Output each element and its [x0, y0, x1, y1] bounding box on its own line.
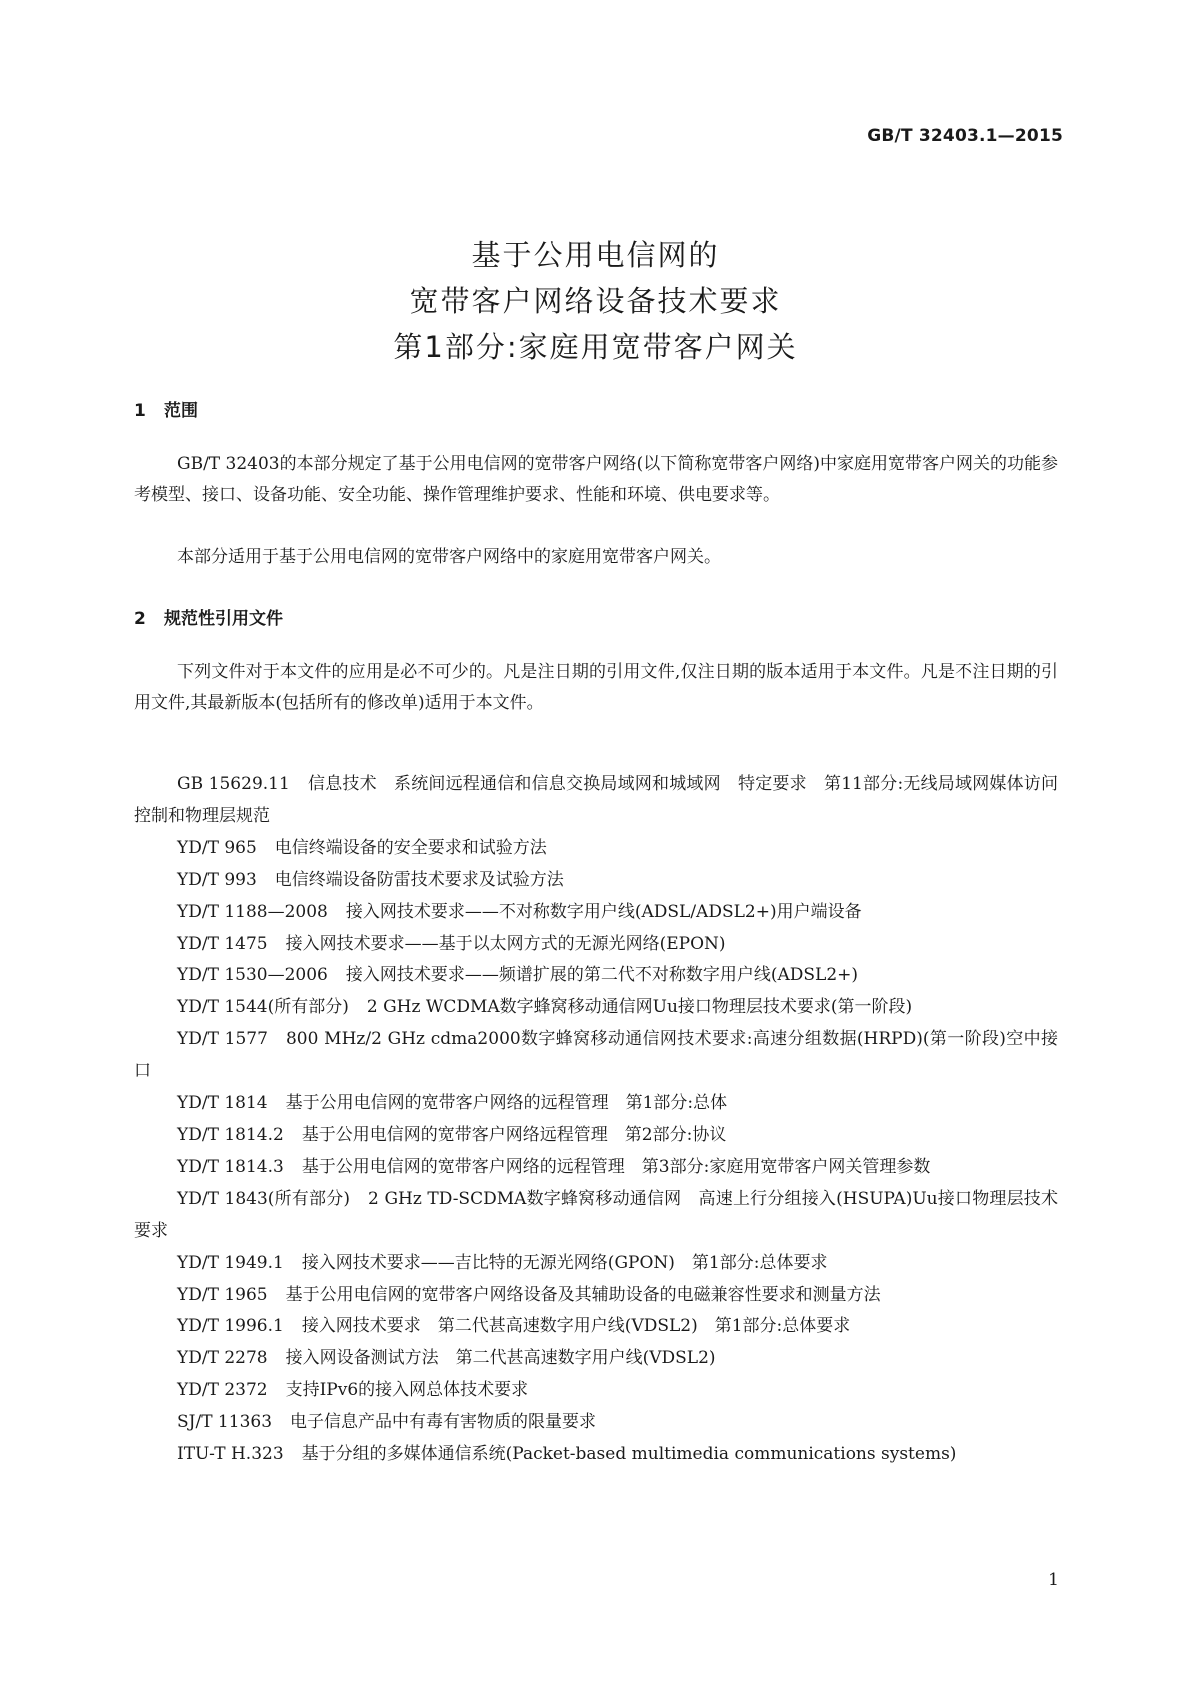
reference-title: 基于公用电信网的宽带客户网络的远程管理 第3部分:家庭用宽带客户网关管理参数 — [301, 1156, 931, 1177]
section-2-intro: 下列文件对于本文件的应用是必不可少的。凡是注日期的引用文件,仅注日期的版本适用于本文件。凡是不注日期的引用文件,其最新版本(包括所有的修改单)适用于本文件。 — [134, 662, 1058, 713]
reference-title: 电信终端设备防雷技术要求及试验方法 — [274, 869, 564, 890]
reference-title: 接入网技术要求——频谱扩展的第二代不对称数字用户线(ADSL2+) — [345, 965, 859, 986]
reference-item — [134, 1120, 1058, 1152]
title-line-3: 第1部分:家庭用宽带客户网关 — [393, 330, 798, 364]
section-1-number: 1 — [134, 401, 146, 421]
reference-title: 800 MHz/2 GHz cdma2000数字蜂窝移动通信网技术要求:高速分组数据(HRPD)(第一阶段)空中接口 — [134, 1029, 1059, 1082]
reference-item — [134, 865, 1058, 897]
reference-title: 接入网设备测试方法 第二代甚高速数字用户线(VDSL2) — [285, 1348, 716, 1369]
reference-title: 电子信息产品中有毒有害物质的限量要求 — [290, 1412, 597, 1433]
reference-title: 支持IPv6的接入网总体技术要求 — [285, 1380, 529, 1401]
reference-item — [134, 1280, 1058, 1312]
page-number: 1 — [1048, 1570, 1059, 1590]
reference-code: YD/T 1965 — [177, 1284, 268, 1305]
section-1-heading — [134, 396, 198, 421]
reference-item — [134, 897, 1058, 929]
reference-code: YD/T 1814 — [177, 1093, 268, 1114]
reference-code: YD/T 1530—2006 — [177, 965, 328, 986]
reference-item — [134, 992, 1058, 1024]
section-1-title: 范围 — [164, 401, 198, 421]
reference-item — [134, 960, 1058, 992]
section-2-number: 2 — [134, 609, 146, 629]
standard-code: GB/T 32403.1—2015 — [867, 126, 1063, 146]
reference-code: YD/T 965 — [177, 837, 257, 858]
reference-title: 基于公用电信网的宽带客户网络设备及其辅助设备的电磁兼容性要求和测量方法 — [285, 1284, 881, 1305]
reference-item — [134, 769, 1058, 833]
reference-title: 接入网技术要求——吉比特的无源光网络(GPON) 第1部分:总体要求 — [301, 1252, 828, 1273]
reference-title: 接入网技术要求——基于以太网方式的无源光网络(EPON) — [285, 933, 726, 954]
reference-title: 2 GHz TD-SCDMA数字蜂窝移动通信网 高速上行分组接入(HSUPA)Uu接口物理层技术要求 — [134, 1188, 1058, 1241]
reference-title: 基于公用电信网的宽带客户网络远程管理 第2部分:协议 — [301, 1124, 727, 1145]
reference-title: 电信终端设备的安全要求和试验方法 — [274, 837, 547, 858]
reference-title: 接入网技术要求——不对称数字用户线(ADSL/ADSL2+)用户端设备 — [345, 901, 862, 922]
section-1-paragraph-2: 本部分适用于基于公用电信网的宽带客户网络中的家庭用宽带客户网关。 — [177, 547, 721, 567]
reference-code: SJ/T 11363 — [177, 1412, 273, 1433]
reference-code: ITU-T H.323 — [177, 1444, 284, 1465]
reference-code: YD/T 1188—2008 — [177, 901, 328, 922]
reference-title: 基于分组的多媒体通信系统(Packet-based multimedia communications systems) — [301, 1444, 957, 1465]
reference-item — [134, 833, 1058, 865]
reference-code: YD/T 1577 — [177, 1029, 268, 1050]
reference-code: YD/T 2372 — [177, 1380, 268, 1401]
reference-item — [134, 929, 1058, 961]
reference-code: YD/T 2278 — [177, 1348, 268, 1369]
title-line-2: 宽带客户网络设备技术要求 — [409, 284, 782, 318]
reference-code: YD/T 1949.1 — [177, 1252, 284, 1273]
reference-code: YD/T 993 — [177, 869, 257, 890]
reference-code: YD/T 1843(所有部分) — [177, 1188, 351, 1209]
reference-item — [134, 1439, 1058, 1471]
reference-item — [134, 1343, 1058, 1375]
reference-item — [134, 1184, 1058, 1248]
reference-item — [134, 1152, 1058, 1184]
reference-title: 2 GHz WCDMA数字蜂窝移动通信网Uu接口物理层技术要求(第一阶段) — [366, 997, 913, 1018]
document-title — [0, 232, 1191, 370]
reference-item — [134, 1024, 1058, 1088]
reference-code: YD/T 1475 — [177, 933, 268, 954]
reference-title: 接入网技术要求 第二代甚高速数字用户线(VDSL2) 第1部分:总体要求 — [301, 1316, 851, 1337]
reference-code: GB 15629.11 — [177, 774, 290, 794]
reference-code: YD/T 1544(所有部分) — [177, 997, 349, 1018]
reference-code: YD/T 1814.3 — [177, 1156, 284, 1177]
reference-code: YD/T 1996.1 — [177, 1316, 284, 1337]
reference-item — [134, 1375, 1058, 1407]
reference-title: 信息技术 系统间远程通信和信息交换局域网和城域网 特定要求 第11部分:无线局域网媒体访问控制和物理层规范 — [134, 774, 1059, 826]
title-line-1: 基于公用电信网的 — [471, 238, 720, 272]
section-1-paragraph-1: GB/T 32403的本部分规定了基于公用电信网的宽带客户网络(以下简称宽带客户网络)中家庭用宽带客户网关的功能参考模型、接口、设备功能、安全功能、操作管理维护要求、性能和环境、供电要求等。 — [134, 454, 1058, 505]
reference-item — [134, 1407, 1058, 1439]
reference-title: 基于公用电信网的宽带客户网络的远程管理 第1部分:总体 — [285, 1093, 728, 1114]
section-2-title: 规范性引用文件 — [164, 609, 283, 629]
reference-list — [134, 769, 1058, 1471]
section-2-heading — [134, 604, 283, 629]
reference-item — [134, 1248, 1058, 1280]
reference-item — [134, 1088, 1058, 1120]
reference-code: YD/T 1814.2 — [177, 1124, 284, 1145]
reference-item — [134, 1311, 1058, 1343]
